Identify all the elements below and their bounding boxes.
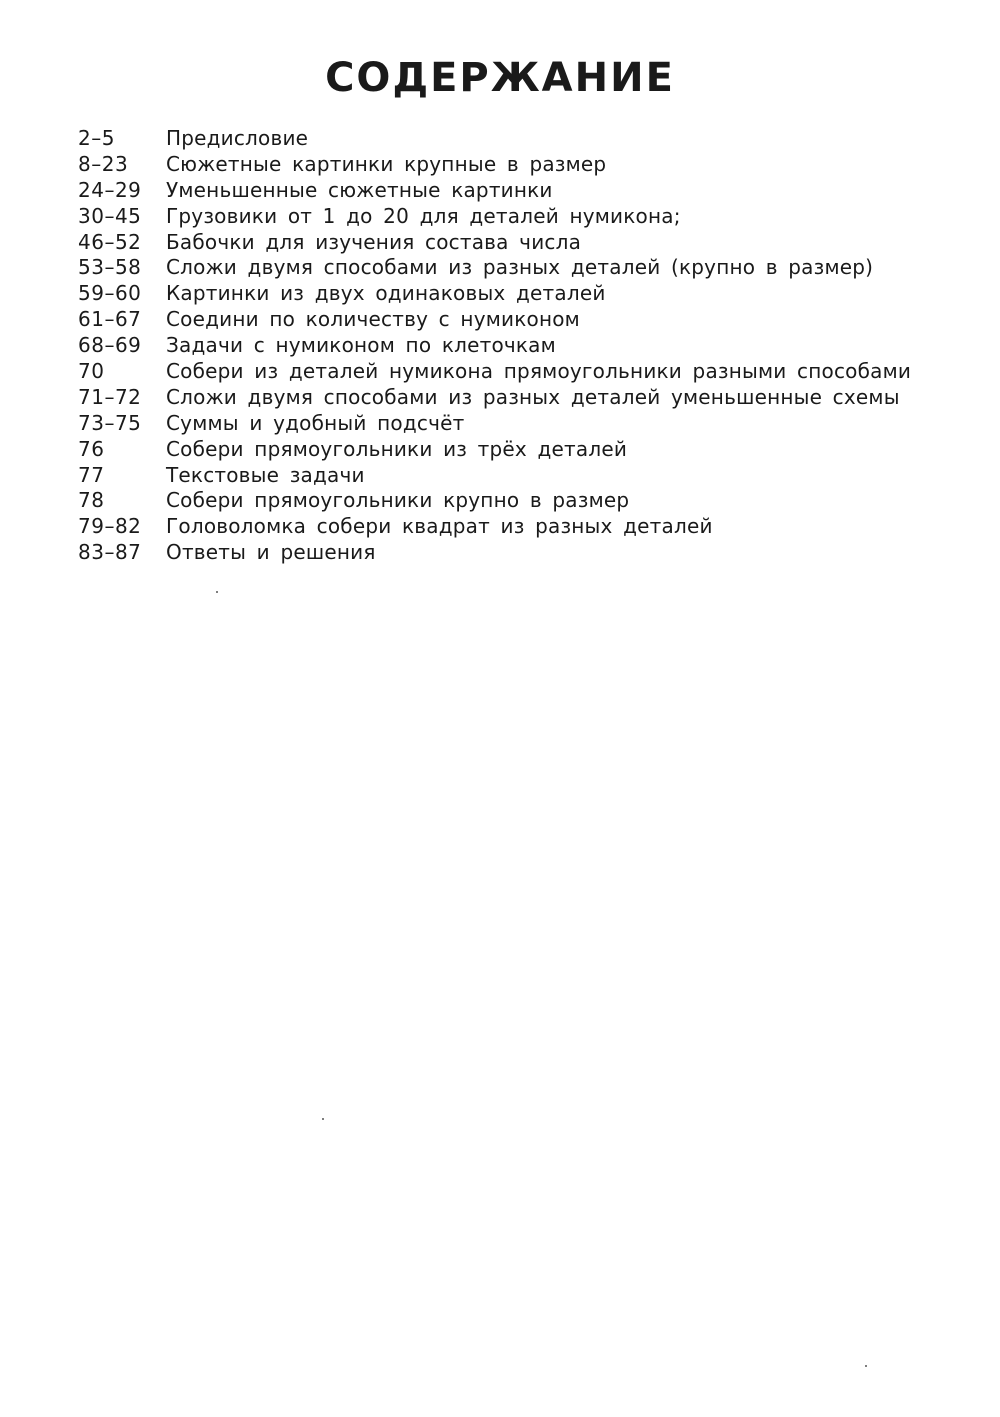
toc-entry	[78, 540, 958, 566]
toc-page-range: 68–69	[78, 333, 142, 358]
toc-entry	[78, 463, 958, 489]
toc-page-range: 46–52	[78, 229, 142, 254]
toc-title: Головоломка собери квадрат из разных деталей	[166, 514, 713, 539]
toc-entry	[78, 307, 958, 333]
toc-entry	[78, 514, 958, 540]
toc-page-range: 79–82	[78, 514, 142, 539]
toc-page-range: 78	[78, 488, 105, 513]
toc-page-range: 73–75	[78, 410, 142, 435]
toc-page-range: 70	[78, 359, 105, 384]
toc-entry	[78, 385, 958, 411]
toc-entry	[78, 178, 958, 204]
toc-title: Уменьшенные сюжетные картинки	[166, 177, 553, 202]
toc-entry	[78, 255, 958, 281]
toc-title: Сложи двумя способами из разных деталей уменьшенные схемы	[166, 384, 900, 409]
page-title: СОДЕРЖАНИЕ	[325, 55, 675, 101]
toc-page-range: 24–29	[78, 177, 142, 202]
toc-page-range: 83–87	[78, 540, 142, 565]
toc-title: Сюжетные картинки крупные в размер	[166, 151, 607, 176]
toc-entry	[78, 359, 958, 385]
toc-page-range: 59–60	[78, 281, 142, 306]
toc-title: Картинки из двух одинаковых деталей	[166, 281, 606, 306]
toc-entry	[78, 333, 958, 359]
toc-entry	[78, 437, 958, 463]
toc-title: Суммы и удобный подсчёт	[166, 410, 465, 435]
table-of-contents	[78, 126, 958, 566]
toc-page-range: 53–58	[78, 255, 142, 280]
toc-page-range: 76	[78, 436, 105, 461]
toc-title: Сложи двумя способами из разных деталей (крупно в размер)	[166, 255, 874, 280]
toc-title: Собери прямоугольники из трёх деталей	[166, 436, 628, 461]
toc-page-range: 61–67	[78, 307, 142, 332]
toc-title: Соедини по количеству с нумиконом	[166, 307, 580, 332]
toc-title: Предисловие	[166, 126, 309, 150]
toc-entry	[78, 126, 958, 152]
toc-title: Собери из деталей нумикона прямоугольники разными способами	[166, 359, 912, 384]
toc-entry	[78, 230, 958, 256]
toc-title: Бабочки для изучения состава числа	[166, 229, 582, 254]
toc-page-range: 2–5	[78, 126, 115, 150]
toc-entry	[78, 488, 958, 514]
scan-speck	[322, 1118, 324, 1120]
toc-title: Задачи с нумиконом по клеточкам	[166, 333, 556, 358]
toc-page-range: 30–45	[78, 203, 142, 228]
toc-page-range: 77	[78, 462, 105, 487]
toc-entry	[78, 281, 958, 307]
scan-speck	[865, 1365, 867, 1367]
toc-entry	[78, 411, 958, 437]
toc-title: Ответы и решения	[166, 540, 376, 565]
toc-entry	[78, 204, 958, 230]
toc-page-range: 71–72	[78, 384, 142, 409]
toc-entry	[78, 152, 958, 178]
scan-speck	[216, 591, 218, 593]
toc-page-range: 8–23	[78, 151, 129, 176]
toc-title: Текстовые задачи	[166, 462, 365, 487]
toc-title: Собери прямоугольники крупно в размер	[166, 488, 630, 513]
toc-title: Грузовики от 1 до 20 для деталей нумикона;	[166, 203, 681, 228]
